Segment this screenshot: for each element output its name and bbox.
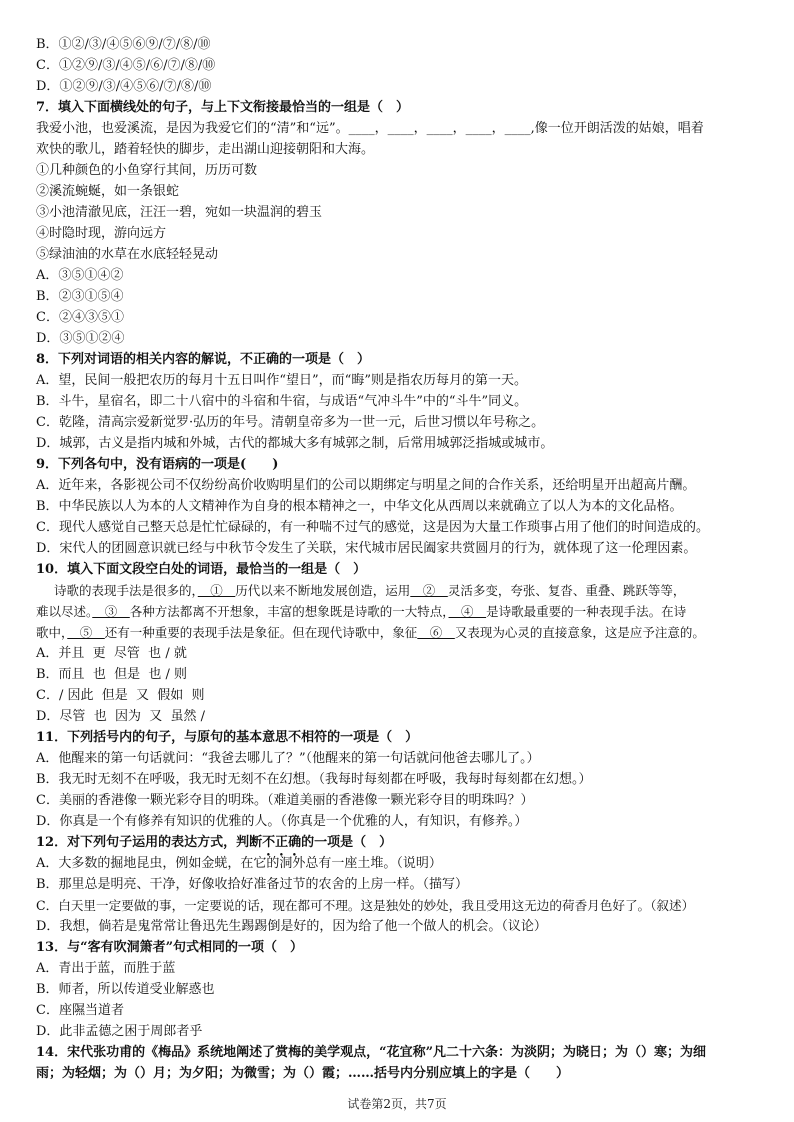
sentence-item: ②溪流蜿蜒，如一条银蛇 [36,184,180,199]
option-line: C．乾隆，清高宗爱新觉罗·弘历的年号。清朝皇帝多为一世一元，后世习惯以年号称之。 [36,415,545,430]
option-line: D．你真是一个有修养有知识的优雅的人。（你真是一个优雅的人，有知识，有修养。） [36,814,528,829]
option-line: C．美丽的香港像一颗光彩夺目的明珠。（难道美丽的香港像一颗光彩夺目的明珠吗？） [36,793,534,808]
blank-4: ④ [448,604,487,619]
blank-2: ② [410,583,448,598]
blank-3: ③ [92,604,130,619]
question-10-stem: 10．填入下面文段空白处的词语，最恰当的一组是（ ） [36,562,367,577]
blank-6: ⑥ [417,625,455,640]
question-14-stem: 雨；为轻烟；为（）月；为夕阳；为微雪；为（）霞；……括号内分别应填上的字是（ ） [36,1066,570,1081]
sentence-item: ①几种颜色的小鱼穿行其间，历历可数 [36,163,258,178]
stem-text: 的一项是（ ） [301,835,393,850]
exam-page [36,34,760,1084]
option-line: D．城郭，古义是指内城和外城，古代的都城大多有城郭之制，后常用城郭泛指城或城市。 [36,436,554,451]
option-line: B．②③①⑤④ [36,289,124,304]
question-7-text: 我爱小池，也爱溪流，是因为我爱它们的“清”和“远”。____，____，____，____，____,像一位开朗活泼的姑娘，唱着 [36,121,704,136]
question-10-passage [36,622,760,643]
option-line: D．我想，倘若是鬼常常让鲁迅先生踢踢倒是好的，因为给了他一个做人的机会。（议论） [36,919,547,934]
option-line: C．/ 因此 但是 又 假如 则 [36,688,205,703]
option-line: A．大多数的掘地昆虫，例如金蜣，在它的洞外总有一座土堆。（说明） [36,856,442,871]
passage-text: 又表现为心灵的直接意象，这是应予注意的。 [454,625,705,640]
question-7-stem: 7．填入下面横线处的句子，与上下文衔接最恰当的一组是（ ） [36,100,410,115]
question-12-stem [36,832,760,853]
option-line: C．①②⑨/③/④⑤/⑥/⑦/⑧/⑩ [36,58,216,73]
sentence-item: ⑤绿油油的水草在水底轻轻晃动 [36,247,219,262]
passage-text: 难以尽述。 [36,604,93,619]
blank-5: ⑤ [67,625,105,640]
passage-text: 诗歌的表现手法是很多的， [54,583,198,598]
option-line: B．那里总是明亮、干净，好像收拾好准备过节的农舍的上房一样。（描写） [36,877,469,892]
sentence-item: ④时隐时现，游向远方 [36,226,167,241]
question-10-passage [36,601,760,622]
question-14-stem: 14．宋代张功甫的《梅品》系统地阐述了赏梅的美学观点，“花宜称”凡二十六条：为淡阴；为晓日；为（）寒；为细 [36,1045,707,1060]
option-line: A．③⑤①④② [36,268,124,283]
question-11-stem: 11．下列括号内的句子，与原句的基本意思不相符的一项是（ ） [36,730,419,745]
question-13-stem: 13．与“客有吹洞箫者”句式相同的一项（ ） [36,940,304,955]
option-line: B．师者，所以传道受业解惑也 [36,982,215,997]
option-line: A．近年来，各影视公司不仅纷纷高价收购明星们的公司以期绑定与明星之间的合作关系，还给明星开出超高片酬。 [36,478,696,493]
option-line: B．斗牛，星宿名，即二十八宿中的斗宿和牛宿，与成语“气冲斗牛”中的“斗牛”同义。 [36,394,528,409]
passage-text: 还有一种重要的表现手法是象征。但在现代诗歌中，象征 [104,625,418,640]
option-line: D．③⑤①②④ [36,331,125,346]
option-line: B．中华民族以人为本的人文精神作为自身的根本精神之一，中华文化从西周以来就确立了以人为本的文化品格。 [36,499,683,514]
sentence-item: ③小池清澈见底，汪汪一碧，宛如一块温润的碧玉 [36,205,323,220]
passage-text: 历代以来不断地发展创造，运用 [235,583,411,598]
option-line: D．尽管 也 因为 又 虽然 / [36,709,205,724]
emphasis-text: 不正确 [262,835,302,850]
question-8-stem: 8．下列对词语的相关内容的解说，不正确的一项是（ ） [36,352,371,367]
passage-text: 灵活多变，夸张、复沓、重叠、跳跃等等， [447,583,686,598]
option-line: C．白天里一定要做的事，一定要说的话，现在都可不理。这是独处的妙处，我且受用这无边的荷香月色好了。（叙述） [36,898,695,913]
page-footer: 试卷第2页，共7页 [347,1097,447,1111]
question-7-text: 欢快的歌儿，踏着轻快的脚步，走出湖山迎接朝阳和大海。 [36,142,375,157]
question-10-passage [36,580,760,601]
option-line: A．并且 更 尽管 也 / 就 [36,646,187,661]
passage-text: 歌中， [36,625,68,640]
option-line: B．而且 也 但是 也 / 则 [36,667,187,682]
option-line: A．他醒来的第一句话就问：“我爸去哪儿了？”（他醒来的第一句话就问他爸去哪儿了。） [36,751,540,766]
option-line: D．宋代人的团圆意识就已经与中秋节令发生了关联，宋代城市居民阖家共赏圆月的行为，就体现了这一伦理因素。 [36,541,697,556]
option-line: C．②④③⑤① [36,310,124,325]
option-line: B．我无时无刻不在呼吸，我无时无刻不在幻想。（我每时每刻都在呼吸，我每时每刻都在幻想。） [36,772,592,787]
passage-text: 是诗歌最重要的一种表现手法。在诗 [486,604,687,619]
option-line: A．青出于蓝，而胜于蓝 [36,961,176,976]
option-line: D．①②⑨/③/④⑤⑥/⑦/⑧/⑩ [36,79,212,94]
option-line: C．现代人感觉自己整天总是忙忙碌碌的，有一种喘不过气的感觉，这是因为大量工作琐事占用了他们的时间造成的。 [36,520,709,535]
option-line: C．座隰当道者 [36,1003,124,1018]
blank-1: ① [197,583,236,598]
passage-text: 各种方法都离不开想象，丰富的想象既是诗歌的一大特点， [129,604,449,619]
option-line: D．此非孟德之困于周郎者乎 [36,1024,203,1039]
option-line: A．望，民间一般把农历的每月十五日叫作“望日”，而“晦”则是指农历每月的第一天。 [36,373,527,388]
option-line: B．①②/③/④⑤⑥⑨/⑦/⑧/⑩ [36,37,211,52]
stem-text: 12．对下列句子运用的表达方式，判断 [36,835,263,850]
question-9-stem: 9．下列各句中，没有语病的一项是( ) [36,457,279,472]
